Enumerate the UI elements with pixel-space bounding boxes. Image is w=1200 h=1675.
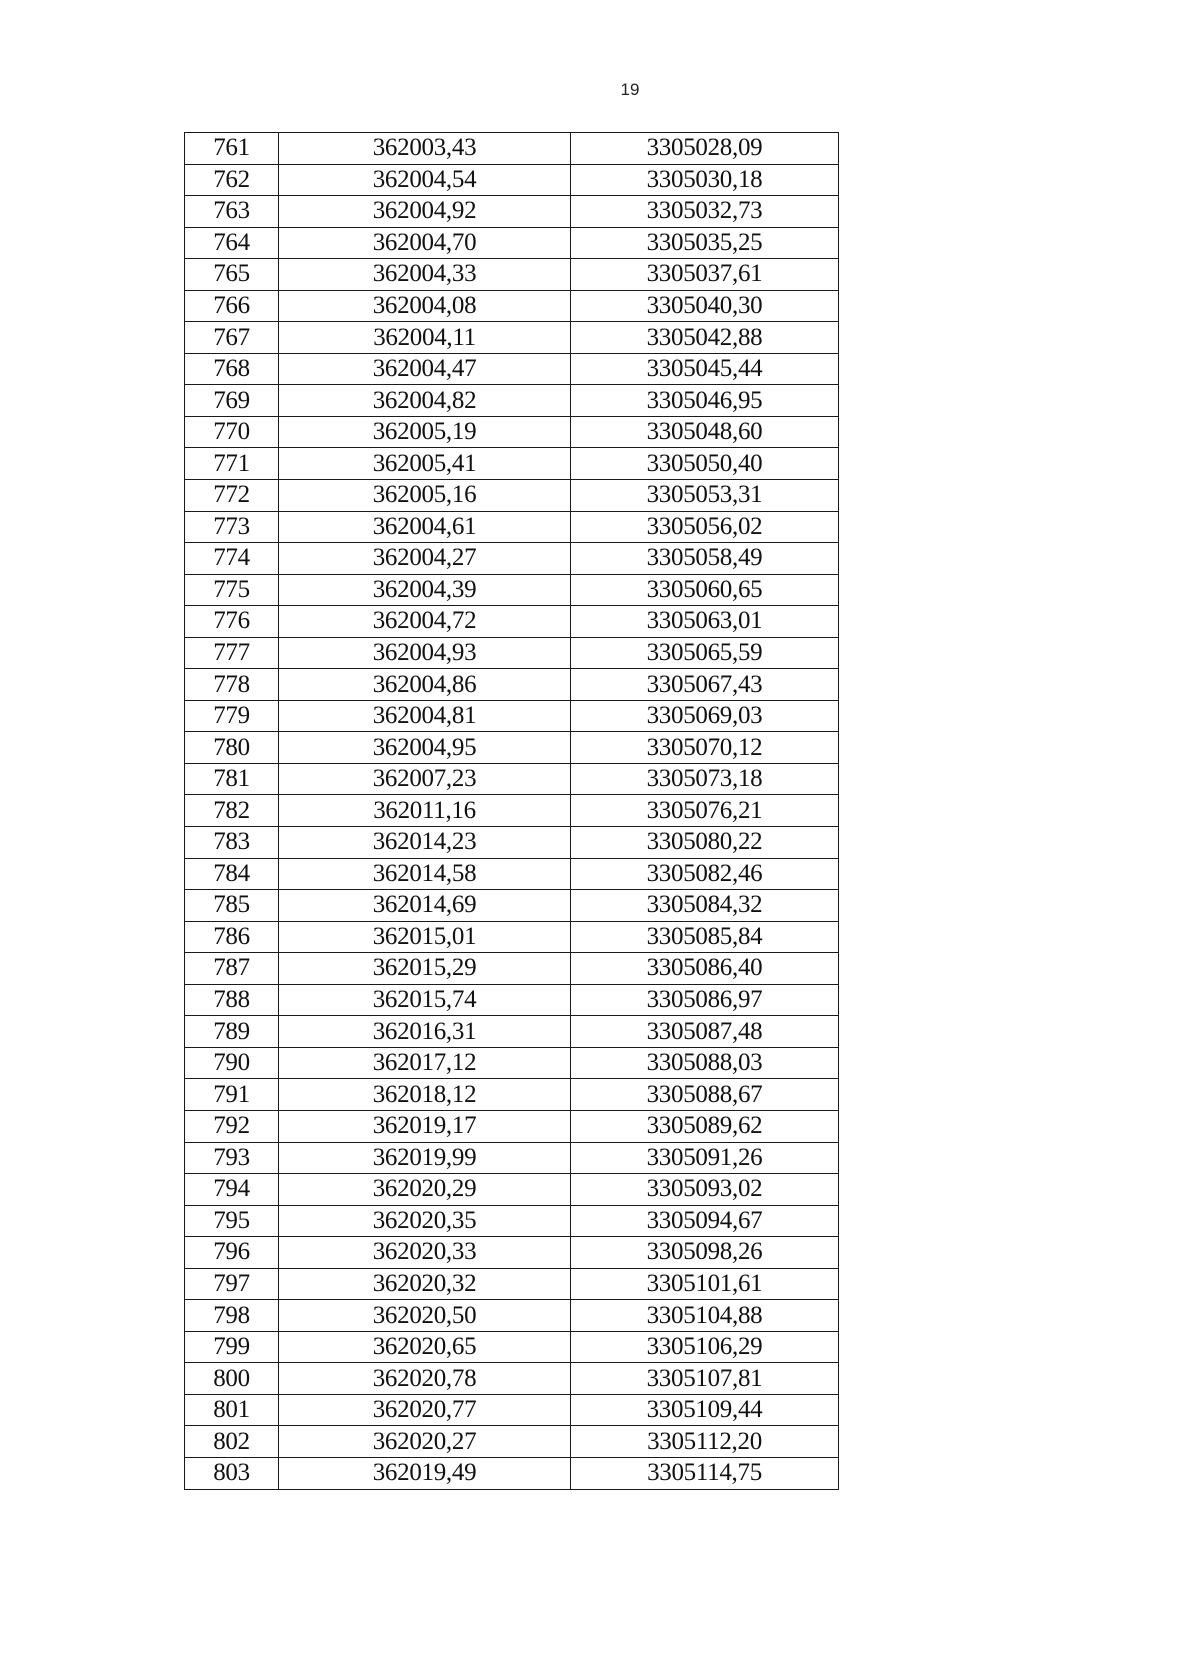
- y-coordinate-cell: 3305045,44: [571, 353, 839, 385]
- point-number-cell: 772: [185, 480, 279, 512]
- y-coordinate-cell: 3305058,49: [571, 543, 839, 575]
- x-coordinate-cell: 362004,27: [279, 543, 571, 575]
- y-coordinate-cell: 3305086,97: [571, 984, 839, 1016]
- table-row: [185, 574, 839, 606]
- point-number-cell: 795: [185, 1205, 279, 1237]
- table-row: [185, 1142, 839, 1174]
- table-row: [185, 322, 839, 354]
- x-coordinate-cell: 362007,23: [279, 763, 571, 795]
- page-number: 19: [620, 80, 640, 99]
- table-row: [185, 543, 839, 575]
- point-number-cell: 766: [185, 290, 279, 322]
- x-coordinate-cell: 362020,29: [279, 1174, 571, 1206]
- y-coordinate-cell: 3305073,18: [571, 763, 839, 795]
- y-coordinate-cell: 3305087,48: [571, 1016, 839, 1048]
- point-number-cell: 779: [185, 700, 279, 732]
- y-coordinate-cell: 3305035,25: [571, 227, 839, 259]
- y-coordinate-cell: 3305048,60: [571, 416, 839, 448]
- point-number-cell: 798: [185, 1300, 279, 1332]
- x-coordinate-cell: 362020,50: [279, 1300, 571, 1332]
- point-number-cell: 781: [185, 763, 279, 795]
- y-coordinate-cell: 3305107,81: [571, 1363, 839, 1395]
- point-number-cell: 802: [185, 1426, 279, 1458]
- y-coordinate-cell: 3305101,61: [571, 1268, 839, 1300]
- x-coordinate-cell: 362004,92: [279, 196, 571, 228]
- y-coordinate-cell: 3305069,03: [571, 700, 839, 732]
- point-number-cell: 786: [185, 921, 279, 953]
- y-coordinate-cell: 3305053,31: [571, 480, 839, 512]
- table-row: [185, 827, 839, 859]
- point-number-cell: 801: [185, 1394, 279, 1426]
- x-coordinate-cell: 362004,39: [279, 574, 571, 606]
- x-coordinate-cell: 362018,12: [279, 1079, 571, 1111]
- x-coordinate-cell: 362019,17: [279, 1110, 571, 1142]
- table-row: [185, 1300, 839, 1332]
- y-coordinate-cell: 3305037,61: [571, 259, 839, 291]
- y-coordinate-cell: 3305094,67: [571, 1205, 839, 1237]
- table-row: [185, 637, 839, 669]
- y-coordinate-cell: 3305065,59: [571, 637, 839, 669]
- x-coordinate-cell: 362004,61: [279, 511, 571, 543]
- table-row: [185, 1363, 839, 1395]
- table-row: [185, 1047, 839, 1079]
- y-coordinate-cell: 3305063,01: [571, 606, 839, 638]
- point-number-cell: 776: [185, 606, 279, 638]
- point-number-cell: 797: [185, 1268, 279, 1300]
- table-row: [185, 1457, 839, 1489]
- table-row: [185, 1426, 839, 1458]
- y-coordinate-cell: 3305085,84: [571, 921, 839, 953]
- x-coordinate-cell: 362020,77: [279, 1394, 571, 1426]
- y-coordinate-cell: 3305082,46: [571, 858, 839, 890]
- point-number-cell: 773: [185, 511, 279, 543]
- point-number-cell: 792: [185, 1110, 279, 1142]
- y-coordinate-cell: 3305070,12: [571, 732, 839, 764]
- y-coordinate-cell: 3305032,73: [571, 196, 839, 228]
- y-coordinate-cell: 3305046,95: [571, 385, 839, 417]
- y-coordinate-cell: 3305088,03: [571, 1047, 839, 1079]
- table-row: [185, 227, 839, 259]
- table-row: [185, 196, 839, 228]
- point-number-cell: 775: [185, 574, 279, 606]
- y-coordinate-cell: 3305104,88: [571, 1300, 839, 1332]
- point-number-cell: 763: [185, 196, 279, 228]
- table-row: [185, 858, 839, 890]
- y-coordinate-cell: 3305060,65: [571, 574, 839, 606]
- point-number-cell: 803: [185, 1457, 279, 1489]
- x-coordinate-cell: 362004,08: [279, 290, 571, 322]
- table-row: [185, 1174, 839, 1206]
- y-coordinate-cell: 3305089,62: [571, 1110, 839, 1142]
- x-coordinate-cell: 362019,49: [279, 1457, 571, 1489]
- y-coordinate-cell: 3305106,29: [571, 1331, 839, 1363]
- x-coordinate-cell: 362020,32: [279, 1268, 571, 1300]
- y-coordinate-cell: 3305028,09: [571, 133, 839, 165]
- table-row: [185, 606, 839, 638]
- x-coordinate-cell: 362020,27: [279, 1426, 571, 1458]
- point-number-cell: 789: [185, 1016, 279, 1048]
- y-coordinate-cell: 3305056,02: [571, 511, 839, 543]
- table-row: [185, 669, 839, 701]
- table-row: [185, 1237, 839, 1269]
- x-coordinate-cell: 362004,82: [279, 385, 571, 417]
- y-coordinate-cell: 3305084,32: [571, 890, 839, 922]
- x-coordinate-cell: 362004,70: [279, 227, 571, 259]
- table-row: [185, 511, 839, 543]
- point-number-cell: 783: [185, 827, 279, 859]
- table-row: [185, 732, 839, 764]
- x-coordinate-cell: 362020,33: [279, 1237, 571, 1269]
- point-number-cell: 785: [185, 890, 279, 922]
- point-number-cell: 780: [185, 732, 279, 764]
- table-row: [185, 1394, 839, 1426]
- x-coordinate-cell: 362005,16: [279, 480, 571, 512]
- table-row: [185, 1331, 839, 1363]
- point-number-cell: 793: [185, 1142, 279, 1174]
- table-row: [185, 259, 839, 291]
- point-number-cell: 799: [185, 1331, 279, 1363]
- x-coordinate-cell: 362005,19: [279, 416, 571, 448]
- x-coordinate-cell: 362014,23: [279, 827, 571, 859]
- y-coordinate-cell: 3305088,67: [571, 1079, 839, 1111]
- table-row: [185, 164, 839, 196]
- table-row: [185, 353, 839, 385]
- x-coordinate-cell: 362004,47: [279, 353, 571, 385]
- x-coordinate-cell: 362015,29: [279, 953, 571, 985]
- y-coordinate-cell: 3305112,20: [571, 1426, 839, 1458]
- y-coordinate-cell: 3305086,40: [571, 953, 839, 985]
- table-row: [185, 290, 839, 322]
- y-coordinate-cell: 3305040,30: [571, 290, 839, 322]
- x-coordinate-cell: 362003,43: [279, 133, 571, 165]
- table-row: [185, 1079, 839, 1111]
- x-coordinate-cell: 362020,78: [279, 1363, 571, 1395]
- point-number-cell: 800: [185, 1363, 279, 1395]
- point-number-cell: 790: [185, 1047, 279, 1079]
- x-coordinate-cell: 362016,31: [279, 1016, 571, 1048]
- table-row: [185, 1205, 839, 1237]
- point-number-cell: 761: [185, 133, 279, 165]
- y-coordinate-cell: 3305114,75: [571, 1457, 839, 1489]
- point-number-cell: 787: [185, 953, 279, 985]
- point-number-cell: 765: [185, 259, 279, 291]
- point-number-cell: 764: [185, 227, 279, 259]
- x-coordinate-cell: 362019,99: [279, 1142, 571, 1174]
- table-row: [185, 1110, 839, 1142]
- coordinates-table: [184, 132, 839, 1490]
- y-coordinate-cell: 3305042,88: [571, 322, 839, 354]
- table-row: [185, 385, 839, 417]
- y-coordinate-cell: 3305109,44: [571, 1394, 839, 1426]
- x-coordinate-cell: 362015,74: [279, 984, 571, 1016]
- x-coordinate-cell: 362004,11: [279, 322, 571, 354]
- point-number-cell: 769: [185, 385, 279, 417]
- x-coordinate-cell: 362014,58: [279, 858, 571, 890]
- table-row: [185, 416, 839, 448]
- x-coordinate-cell: 362004,33: [279, 259, 571, 291]
- table-row: [185, 1268, 839, 1300]
- point-number-cell: 762: [185, 164, 279, 196]
- point-number-cell: 777: [185, 637, 279, 669]
- x-coordinate-cell: 362004,93: [279, 637, 571, 669]
- y-coordinate-cell: 3305093,02: [571, 1174, 839, 1206]
- x-coordinate-cell: 362020,35: [279, 1205, 571, 1237]
- table-row: [185, 448, 839, 480]
- table-row: [185, 763, 839, 795]
- point-number-cell: 778: [185, 669, 279, 701]
- x-coordinate-cell: 362005,41: [279, 448, 571, 480]
- x-coordinate-cell: 362020,65: [279, 1331, 571, 1363]
- table-row: [185, 133, 839, 165]
- x-coordinate-cell: 362014,69: [279, 890, 571, 922]
- x-coordinate-cell: 362004,86: [279, 669, 571, 701]
- table-row: [185, 890, 839, 922]
- y-coordinate-cell: 3305076,21: [571, 795, 839, 827]
- table-row: [185, 700, 839, 732]
- point-number-cell: 784: [185, 858, 279, 890]
- y-coordinate-cell: 3305098,26: [571, 1237, 839, 1269]
- table-row: [185, 795, 839, 827]
- point-number-cell: 768: [185, 353, 279, 385]
- point-number-cell: 794: [185, 1174, 279, 1206]
- y-coordinate-cell: 3305067,43: [571, 669, 839, 701]
- point-number-cell: 770: [185, 416, 279, 448]
- point-number-cell: 771: [185, 448, 279, 480]
- y-coordinate-cell: 3305050,40: [571, 448, 839, 480]
- table-row: [185, 984, 839, 1016]
- x-coordinate-cell: 362017,12: [279, 1047, 571, 1079]
- point-number-cell: 767: [185, 322, 279, 354]
- x-coordinate-cell: 362004,54: [279, 164, 571, 196]
- point-number-cell: 791: [185, 1079, 279, 1111]
- x-coordinate-cell: 362004,72: [279, 606, 571, 638]
- y-coordinate-cell: 3305080,22: [571, 827, 839, 859]
- point-number-cell: 774: [185, 543, 279, 575]
- table-row: [185, 953, 839, 985]
- x-coordinate-cell: 362015,01: [279, 921, 571, 953]
- x-coordinate-cell: 362004,81: [279, 700, 571, 732]
- point-number-cell: 796: [185, 1237, 279, 1269]
- x-coordinate-cell: 362004,95: [279, 732, 571, 764]
- coordinates-table-body: [185, 133, 839, 1490]
- y-coordinate-cell: 3305030,18: [571, 164, 839, 196]
- table-row: [185, 921, 839, 953]
- table-row: [185, 1016, 839, 1048]
- point-number-cell: 782: [185, 795, 279, 827]
- x-coordinate-cell: 362011,16: [279, 795, 571, 827]
- table-row: [185, 480, 839, 512]
- y-coordinate-cell: 3305091,26: [571, 1142, 839, 1174]
- point-number-cell: 788: [185, 984, 279, 1016]
